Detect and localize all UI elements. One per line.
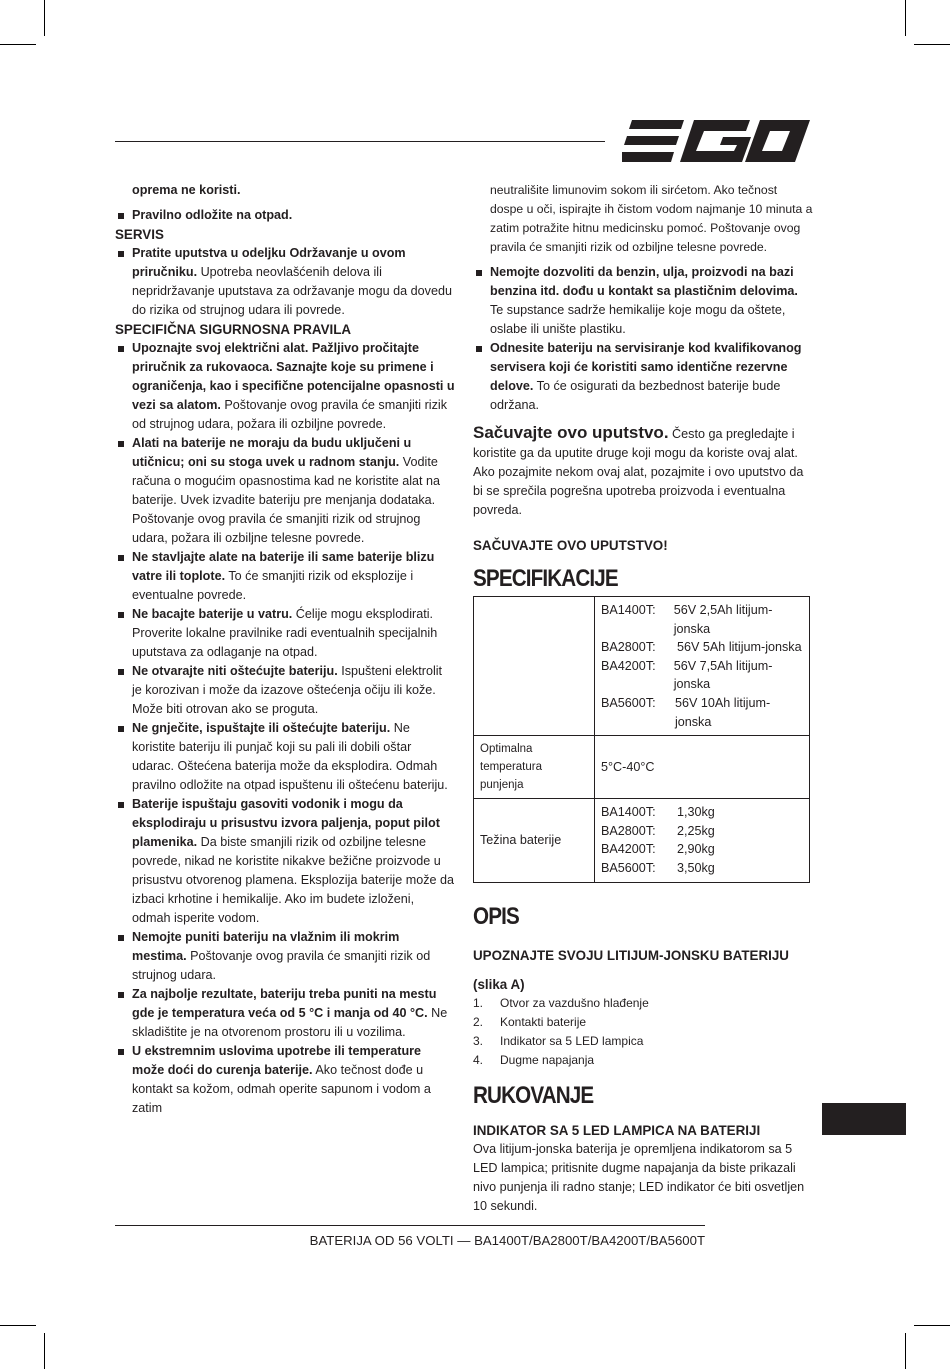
bullet-text: To će osigurati da bezbednost baterije bude održana. [490, 379, 781, 412]
page-tab [822, 1103, 906, 1135]
header-rule [115, 141, 605, 142]
section-heading: SERVIS [115, 227, 164, 242]
bullet-bold: Ne gnječite, ispuštajte ili oštećujte bateriju. [132, 721, 391, 735]
bullet-bold: Alati na baterije ne moraju da budu uključeni u utičnicu; oni su stoga uvek u radnom stanju. [132, 436, 412, 469]
bullet-item: Pratite uputstva u odeljku Održavanje u ovom priručniku. Upotreba neovlašćenih delova ili nepridržavanje uputstava za održavanje mogu da dovedu do rizika od strujnog udara ili povrede. [115, 244, 455, 320]
spec-row [601, 638, 803, 657]
left-column [115, 181, 455, 1118]
list-text: Dugme napajanja [500, 1052, 595, 1067]
bullet-item [115, 1042, 455, 1118]
weight-label: Težina baterije [474, 799, 595, 882]
bullet-bold: Nemojte puniti bateriju na vlažnim ili mokrim mestima. [132, 930, 400, 963]
list-number: 2. [473, 1014, 484, 1029]
bullet-item [115, 719, 455, 795]
list-number: 1. [473, 995, 484, 1010]
spec-row [601, 859, 803, 878]
model-name: BA4200T: [601, 658, 656, 673]
model-value: 1,30kg [677, 805, 715, 820]
crop-mark [0, 44, 36, 45]
bullet-bold: Ne bacajte baterije u vatru. [132, 607, 293, 621]
model-name: BA2800T: [601, 640, 656, 655]
model-value: 2,90kg [677, 842, 715, 857]
list-item [473, 1032, 813, 1051]
section-title: OPIS [473, 902, 519, 930]
spec-models [595, 597, 810, 736]
list-item [473, 1051, 813, 1070]
bullet-bold: Baterije ispuštaju gasoviti vodonik i mogu da eksplodiraju u prisustvu izvora paljenja, poput pilot plamenika. [132, 797, 440, 849]
bullet-text: Poštovanje ovog pravila će smanjiti rizik od strujnog udara. [132, 949, 431, 982]
bullet-bold: Ne otvarajte niti oštećujte bateriju. [132, 664, 338, 678]
crop-mark [905, 0, 906, 36]
bullet-bold: U ekstremnim uslovima upotrebe ili temperature može doći do curenja baterije. [132, 1044, 422, 1077]
section-heading: UPOZNAJTE SVOJU LITIJUM-JONSKU BATERIJU [473, 947, 789, 963]
temp-label: Optimalna temperatura punjenja [474, 736, 595, 799]
list-item [473, 1013, 813, 1032]
section-heading: SAČUVAJTE OVO UPUTSTVO! [473, 538, 668, 553]
bullet-text: Ispušteni elektrolit je korozivan i može da izazove oštećenja očiju ili kože. Može biti otrovan ako se proguta. [132, 664, 443, 716]
bullet-item [115, 795, 455, 928]
bullet-item [115, 548, 455, 605]
model-name: BA5600T: [601, 695, 656, 710]
model-value: 56V 7,5Ah litijum-jonska [673, 658, 773, 692]
bullet-item [473, 339, 813, 415]
right-column [473, 181, 813, 1216]
bullet-text: Ne koristite bateriju ili punjač koji su pali ili dobili oštar udarac. Oštećena baterija može da eksplodira. Odmah pravilno odložite na otpad ispuštenu ili oštećenu bateriju. [132, 721, 448, 792]
rules-list [473, 263, 813, 415]
rules-list [115, 339, 455, 1118]
list-text: Kontakti baterije [500, 1014, 587, 1029]
continued-text: oprema ne koristi. [132, 183, 241, 197]
footer-rule [115, 1225, 705, 1226]
model-name: BA1400T: [601, 603, 656, 617]
bullet-text: Poštovanje ovog pravila će smanjiti rizik od strujnog udara, požara ili ozbiljne povrede. [132, 398, 447, 431]
bullet-bold: Za najbolje rezultate, bateriju treba puniti na mestu gde je temperatura veća od 5 °C i manja od 40 °C. [132, 987, 437, 1020]
spec-row [601, 803, 803, 822]
model-name: BA1400T: [601, 805, 656, 820]
bullet-item [115, 434, 455, 548]
crop-mark [44, 0, 45, 36]
bullet-item [115, 605, 455, 662]
spec-row [601, 601, 803, 638]
bullet-bold: Ne stavljajte alate na baterije ili same baterije blizu vatre ili toplote. [132, 550, 435, 583]
bullet-item [115, 662, 455, 719]
crop-mark [0, 1325, 36, 1326]
spec-cell [474, 597, 595, 736]
continued-text: neutrališite limunovim sokom ili sirćetom. Ako tečnost dospe u oči, ispirajte ih čistom vodom najmanje 10 minuta a zatim potražite hitnu medicinsku pomoć. Poštovanje ovog pravila će smanjiti rizik od ozbiljne telesne povrede. [490, 183, 813, 254]
spec-weights [595, 799, 810, 882]
model-name: BA5600T: [601, 860, 656, 875]
section-heading: INDIKATOR SA 5 LED LAMPICA NA BATERIJI [473, 1122, 761, 1138]
bullet-bold: Upoznajte svoj električni alat. Pažljivo pročitajte priručnik za rukovaoca. Saznajte koje su primene i ograničenja, kao i specifične potencijalne opasnosti u vezi sa alatom. [132, 341, 455, 412]
model-value: 3,50kg [677, 860, 715, 875]
crop-mark [44, 1333, 45, 1369]
model-name: BA4200T: [601, 842, 656, 857]
list-item [473, 994, 813, 1013]
crop-mark [914, 1325, 950, 1326]
crop-mark [914, 44, 950, 45]
bullet-item [115, 928, 455, 985]
model-name: BA2800T: [601, 823, 656, 838]
led-paragraph: Ova litijum-jonska baterija je opremljena indikatorom sa 5 LED lampica; pritisnite dugme napajanja da biste prikazali nivo punjenja ili radno stanje; LED indikator će biti osvetljen 10 sekundi. [473, 1141, 805, 1213]
list-text: Otvor za vazdušno hlađenje [500, 995, 649, 1010]
bullet-bold: Odnesite bateriju na servisiranje kod kvalifikovanog servisera koji će koristiti samo identične rezervne delove. [490, 341, 802, 393]
spec-row [601, 657, 803, 694]
list-number: 3. [473, 1033, 484, 1048]
bullet-text: Vodite računa o mogućim opasnostima kad ne koristite alat na baterije. Uvek izvadite bateriju pre menjanja dodataka. Poštovanje ovog pravila će smanjiti rizik od strujnog udara, požara ili ozbiljne telesne povrede. [132, 455, 441, 545]
list-text: Indikator sa 5 LED lampica [500, 1033, 644, 1048]
bullet-bold: Nemojte dozvoliti da benzin, ulja, proizvodi na bazi benzina itd. dođu u kontakt sa plastičnim delovima. [490, 265, 798, 298]
section-title: SPECIFIKACIJE [473, 565, 618, 592]
model-value: 2,25kg [677, 823, 715, 838]
spec-row [601, 822, 803, 841]
bullet-text: Te supstance sadrže hemikalije koje mogu da oštete, oslabe ili unište plastiku. [490, 303, 786, 336]
ego-logo [622, 120, 810, 162]
spec-row [601, 840, 803, 859]
figure-ref: (slika A) [473, 976, 525, 992]
temp-value: 5°C-40°C [595, 736, 810, 799]
bullet-text: To će smanjiti rizik od eksplozije i eventualne povrede. [132, 569, 414, 602]
save-paragraph: Sačuvajte ovo uputstvo. Često ga pregledajte i koristite ga da uputite druge koji mogu da koriste ovaj alat. Ako pozajmite nekom ovaj alat, pozajmite i ovo uputstvo da bi se sprečila pogrešna upotreba proizvoda i eventualna povreda. [473, 423, 804, 517]
parts-list [473, 994, 813, 1070]
bullet-text: Ćelije mogu eksplodirati. Proverite lokalne pravilnike radi eventualnih specijalnih uputstava za odlaganje na otpad. [132, 607, 438, 659]
model-value: 56V 10Ah litijum-jonska [674, 695, 771, 729]
bullet-item [115, 985, 455, 1042]
bullet-item [115, 339, 455, 434]
list-number: 4. [473, 1052, 484, 1067]
bullet-text: Ne skladištite je na otvorenom prostoru ili u vozilima. [132, 1006, 448, 1039]
model-value: 56V 5Ah litijum-jonska [677, 640, 802, 655]
section-heading: SPECIFIČNA SIGURNOSNA PRAVILA [115, 322, 352, 337]
bullet-item [473, 263, 813, 339]
footer-text: BATERIJA OD 56 VOLTI — BA1400T/BA2800T/BA4200T/BA5600T [309, 1233, 705, 1248]
section-title: RUKOVANJE [473, 1081, 594, 1109]
model-value: 56V 2,5Ah litijum-jonska [673, 603, 773, 636]
crop-mark [905, 1333, 906, 1369]
bullet-text: Da biste smanjili rizik od ozbiljne telesne povrede, nikad ne koristite nikakve bežične proizvode u prisustvu otvorenog plamena. Eksplozija baterije može da izbaci krhotine i hemikalije. Ako im budete izloženi, odmah isperite vodom. [132, 835, 455, 925]
bullet-item: Pravilno odložite na otpad. [115, 206, 455, 225]
spec-row [601, 694, 803, 731]
spec-table [473, 596, 810, 883]
bullet-text: Ako tečnost dođe u kontakt sa kožom, odmah operite sapunom i vodom a zatim [132, 1063, 431, 1115]
